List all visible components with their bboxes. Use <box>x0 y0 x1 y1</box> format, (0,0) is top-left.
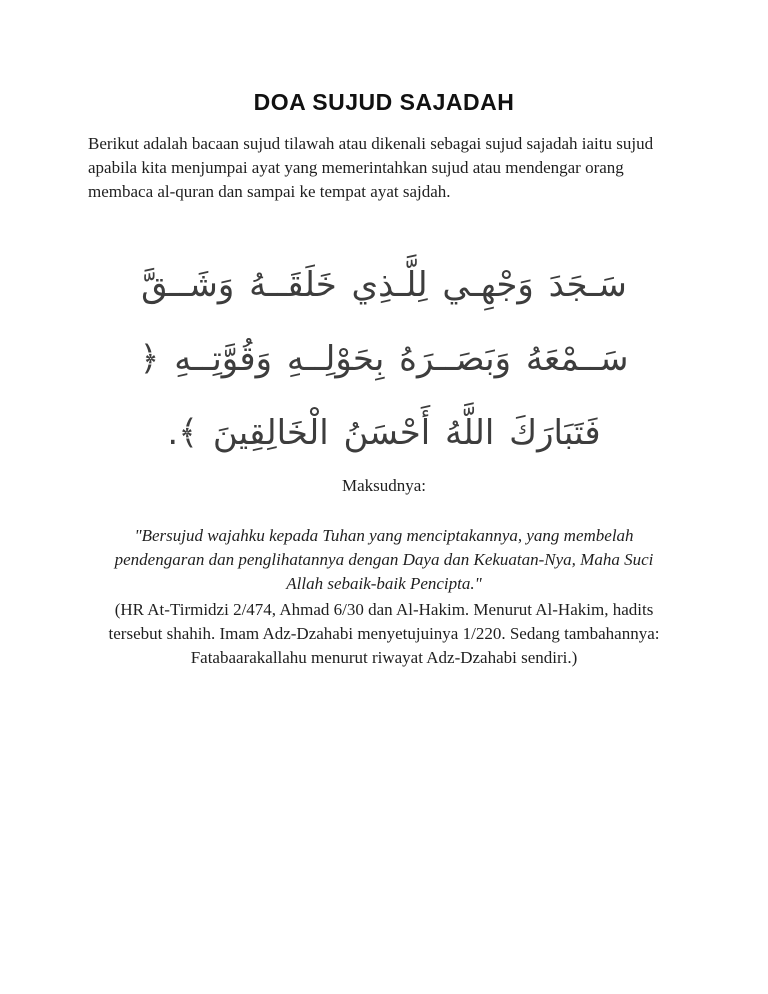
intro-line: membaca al-quran dan sampai ke tempat ayat sajdah. <box>88 182 451 201</box>
citation-line: tersebut shahih. Imam Adz-Dzahabi menyetujuinya 1/220. Sedang tambahannya: <box>108 624 660 643</box>
arabic-line: فَتَبَارَكَ اللَّهُ أَحْسَنُ الْخَالِقِينَ ﴾. <box>167 413 601 453</box>
intro-line: apabila kita menjumpai ayat yang memerintahkan sujud atau mendengar orang <box>88 158 624 177</box>
arabic-line: سَـجَدَ وَجْهِـي لِلَّـذِي خَلَقَــهُ وَشَــقَّ <box>141 265 627 305</box>
citation-line: (HR At-Tirmidzi 2/474, Ahmad 6/30 dan Al-Hakim. Menurut Al-Hakim, hadits <box>114 600 654 619</box>
meaning-label: Maksudnya: <box>341 476 427 495</box>
intro-line: Berikut adalah bacaan sujud tilawah atau dikenali sebagai sujud sajadah iaitu sujud <box>88 134 654 153</box>
page-title: DOA SUJUD SAJADAH <box>253 89 515 115</box>
translation-line: "Bersujud wajahku kepada Tuhan yang menciptakannya, yang membelah <box>134 526 634 545</box>
translation-line: pendengaran dan penglihatannya dengan Daya dan Kekuatan-Nya, Maha Suci <box>114 550 654 569</box>
citation-line: Fatabaarakallahu menurut riwayat Adz-Dzahabi sendiri.) <box>190 648 578 667</box>
translation-paragraph <box>60 524 708 596</box>
arabic-dua-verse <box>104 248 664 470</box>
intro-paragraph <box>88 132 680 204</box>
citation-paragraph <box>60 598 708 670</box>
arabic-line: سَــمْعَهُ وَبَصَــرَهُ بِحَوْلِــهِ وَقُوَّتِــهِ ﴿ <box>139 339 629 379</box>
translation-line: Allah sebaik-baik Pencipta." <box>286 574 482 593</box>
